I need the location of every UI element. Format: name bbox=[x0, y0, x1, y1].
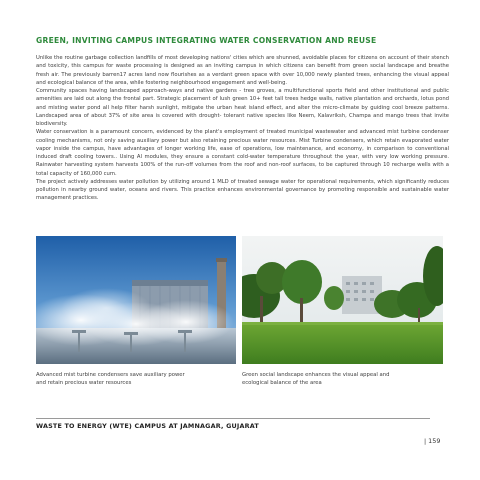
green-landscape-photo bbox=[242, 236, 443, 364]
footer-title: WASTE TO ENERGY (WTE) CAMPUS AT JAMNAGAR, GUJARAT bbox=[36, 422, 259, 430]
paragraph: Community spaces having landscaped approach-ways and native gardens - tree groves, a multifunctional sports field and other institutional and public amenities are laid out along the frontal part. Strategic placement of lush green 10+ feet tall trees hedge walls, native plantation and orchards, lotus pond and misting water pond all help filter harsh sunlight, mitigate the urban heat island effect, and alter the micro-climate by guiding cool breeze patterns. Landscaped area of about 37% of site area is covered with drought- tolerant native species like Neem, Kalavriksh, Champa and mango trees that invite biodiversity. bbox=[36, 88, 449, 127]
paragraph: Unlike the routine garbage collection landfills of most developing nations' cities which are shunned, avoidable places for citizens on account of their stench and toxicity, this campus for waste processing is designed as an inviting campus in which citizens can benefit from green social landscape and breathe fresh air. The previously barren17 acres land now flourishes as a verdant green space with over 10,000 newly planted trees, enhancing the visual appeal and ecological balance of the area, while fostering neighbourhood engagement and well-being. bbox=[36, 55, 449, 86]
section-heading: GREEN, INVITING CAMPUS INTEGRATING WATER CONSERVATION AND REUSE bbox=[36, 36, 377, 45]
paragraph: The project actively addresses water pollution by utilizing around 1 MLD of treated sewage water for operational requirements, which significantly reduces pollution in nearby ground water, oceans and rivers. This practice enhances environmental governance by promoting responsible and sustainable water management practices. bbox=[36, 178, 449, 202]
paragraph: Water conservation is a paramount concern, evidenced by the plant's employment of treated municipal wastewater and advanced mist turbine condenser cooling mechanisms, not only saving auxiliary power but also retaining precious water resources. Mist Turbine condensers, which retain evaporated water vapor inside the campus, have advantages of longer working life, ease of operations, low maintenance, and economy, in comparison to conventional induced draft cooling towers.. Using Al modules, they ensure a constant cold-water temperature throughout the year, with very low working pressure. Rainwater harvesting system harvests 100% of the run-off volumes from the roof and non-roof surfaces, to be captured through 10 recharge wells with a total capacity of 160,000 cum. bbox=[36, 129, 449, 177]
photo-caption-right: Green social landscape enhances the visual appeal and ecological balance of the area bbox=[242, 372, 390, 386]
page-number: | 159 bbox=[424, 437, 441, 445]
body-text bbox=[36, 54, 449, 203]
mist-turbine-photo bbox=[36, 236, 236, 364]
footer-divider bbox=[36, 418, 430, 419]
photo-caption-left: Advanced mist turbine condensers save auxiliary power and retain precious water resources bbox=[36, 372, 185, 386]
